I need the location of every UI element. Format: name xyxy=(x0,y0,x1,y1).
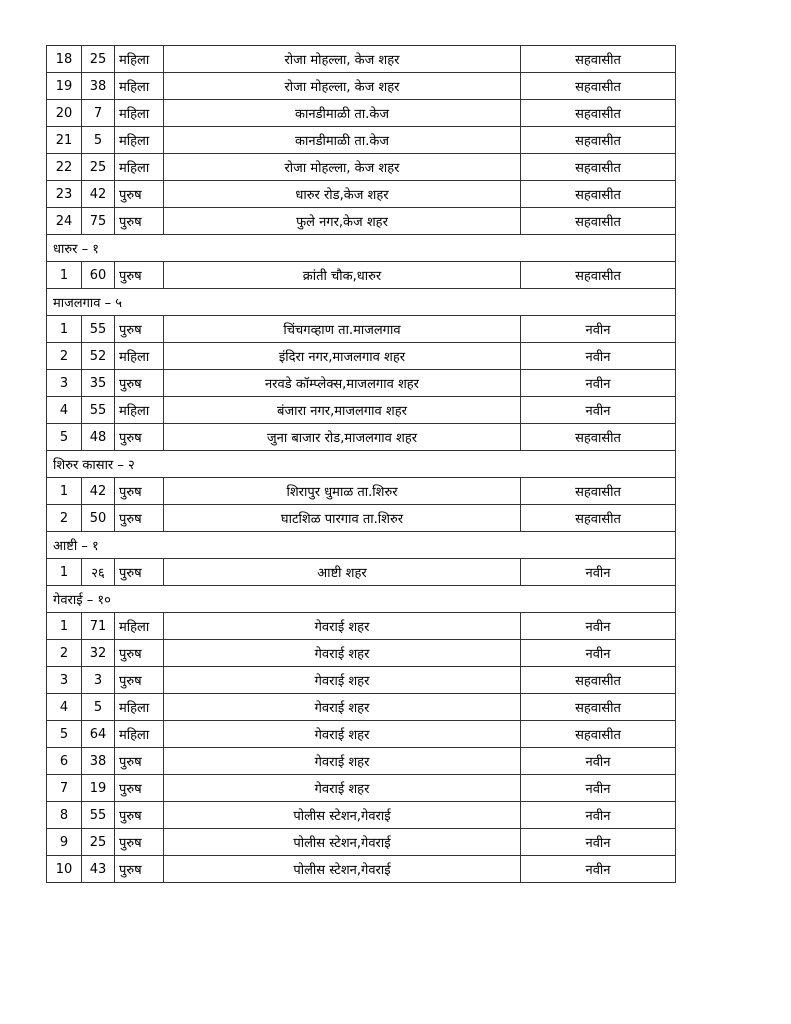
section-heading-row xyxy=(47,586,676,613)
status-cell: सहवासीत xyxy=(521,478,676,505)
table-row xyxy=(47,829,676,856)
status-cell: सहवासीत xyxy=(521,73,676,100)
serial-number-cell: 22 xyxy=(47,154,82,181)
age-cell: 60 xyxy=(82,262,115,289)
gender-cell: महिला xyxy=(115,127,164,154)
serial-number-cell: 18 xyxy=(47,46,82,73)
table-row xyxy=(47,856,676,883)
address-cell: गेवराई शहर xyxy=(164,775,521,802)
address-cell: चिंचगव्हाण ता.माजलगाव xyxy=(164,316,521,343)
address-cell: रोजा मोहल्ला, केज शहर xyxy=(164,154,521,181)
status-cell: सहवासीत xyxy=(521,181,676,208)
serial-number-cell: 23 xyxy=(47,181,82,208)
gender-cell: महिला xyxy=(115,100,164,127)
table-row xyxy=(47,262,676,289)
status-cell: नवीन xyxy=(521,559,676,586)
address-cell: जुना बाजार रोड,माजलगाव शहर xyxy=(164,424,521,451)
table-row xyxy=(47,343,676,370)
address-cell: शिरापुर धुमाळ ता.शिरुर xyxy=(164,478,521,505)
section-heading: माजलगाव – ५ xyxy=(47,289,676,316)
age-cell: 64 xyxy=(82,721,115,748)
serial-number-cell: 7 xyxy=(47,775,82,802)
age-cell: 5 xyxy=(82,694,115,721)
table-row xyxy=(47,478,676,505)
patient-table xyxy=(46,45,676,883)
table-row xyxy=(47,73,676,100)
address-cell: बंजारा नगर,माजलगाव शहर xyxy=(164,397,521,424)
address-cell: धारुर रोड,केज शहर xyxy=(164,181,521,208)
address-cell: कानडीमाळी ता.केज xyxy=(164,100,521,127)
section-heading: शिरुर कासार – २ xyxy=(47,451,676,478)
serial-number-cell: 2 xyxy=(47,640,82,667)
serial-number-cell: 19 xyxy=(47,73,82,100)
serial-number-cell: 1 xyxy=(47,559,82,586)
section-heading-row xyxy=(47,289,676,316)
age-cell: 52 xyxy=(82,343,115,370)
address-cell: आष्टी शहर xyxy=(164,559,521,586)
serial-number-cell: 8 xyxy=(47,802,82,829)
gender-cell: महिला xyxy=(115,154,164,181)
status-cell: सहवासीत xyxy=(521,100,676,127)
age-cell: 42 xyxy=(82,181,115,208)
table-row xyxy=(47,640,676,667)
serial-number-cell: 5 xyxy=(47,424,82,451)
table-row xyxy=(47,100,676,127)
gender-cell: पुरुष xyxy=(115,856,164,883)
serial-number-cell: 6 xyxy=(47,748,82,775)
address-cell: गेवराई शहर xyxy=(164,640,521,667)
status-cell: सहवासीत xyxy=(521,424,676,451)
table-row xyxy=(47,667,676,694)
status-cell: नवीन xyxy=(521,802,676,829)
gender-cell: पुरुष xyxy=(115,424,164,451)
gender-cell: महिला xyxy=(115,397,164,424)
table-row xyxy=(47,181,676,208)
age-cell: 55 xyxy=(82,802,115,829)
address-cell: पोलीस स्टेशन,गेवराई xyxy=(164,856,521,883)
gender-cell: पुरुष xyxy=(115,208,164,235)
age-cell: 38 xyxy=(82,73,115,100)
address-cell: इंदिरा नगर,माजलगाव शहर xyxy=(164,343,521,370)
status-cell: सहवासीत xyxy=(521,721,676,748)
age-cell: 55 xyxy=(82,316,115,343)
serial-number-cell: 1 xyxy=(47,262,82,289)
status-cell: सहवासीत xyxy=(521,127,676,154)
gender-cell: पुरुष xyxy=(115,181,164,208)
age-cell: 7 xyxy=(82,100,115,127)
age-cell: 25 xyxy=(82,46,115,73)
status-cell: सहवासीत xyxy=(521,154,676,181)
table-row xyxy=(47,559,676,586)
status-cell: नवीन xyxy=(521,370,676,397)
address-cell: फुले नगर,केज शहर xyxy=(164,208,521,235)
age-cell: 48 xyxy=(82,424,115,451)
address-cell: पोलीस स्टेशन,गेवराई xyxy=(164,802,521,829)
table-row xyxy=(47,397,676,424)
gender-cell: महिला xyxy=(115,721,164,748)
gender-cell: पुरुष xyxy=(115,478,164,505)
age-cell: २६ xyxy=(82,559,115,586)
age-cell: 5 xyxy=(82,127,115,154)
address-cell: घाटशिळ पारगाव ता.शिरुर xyxy=(164,505,521,532)
table-row xyxy=(47,370,676,397)
gender-cell: पुरुष xyxy=(115,316,164,343)
table-row xyxy=(47,748,676,775)
status-cell: नवीन xyxy=(521,397,676,424)
section-heading: गेवराई – १० xyxy=(47,586,676,613)
status-cell: सहवासीत xyxy=(521,262,676,289)
status-cell: सहवासीत xyxy=(521,667,676,694)
table-row xyxy=(47,208,676,235)
address-cell: रोजा मोहल्ला, केज शहर xyxy=(164,73,521,100)
gender-cell: पुरुष xyxy=(115,667,164,694)
age-cell: 42 xyxy=(82,478,115,505)
gender-cell: महिला xyxy=(115,46,164,73)
section-heading: आष्टी – १ xyxy=(47,532,676,559)
age-cell: 50 xyxy=(82,505,115,532)
gender-cell: पुरुष xyxy=(115,559,164,586)
table-row xyxy=(47,316,676,343)
status-cell: सहवासीत xyxy=(521,505,676,532)
section-heading-row xyxy=(47,235,676,262)
status-cell: नवीन xyxy=(521,748,676,775)
address-cell: कानडीमाळी ता.केज xyxy=(164,127,521,154)
address-cell: क्रांती चौक,धारुर xyxy=(164,262,521,289)
table-row xyxy=(47,694,676,721)
address-cell: रोजा मोहल्ला, केज शहर xyxy=(164,46,521,73)
age-cell: 25 xyxy=(82,829,115,856)
gender-cell: पुरुष xyxy=(115,802,164,829)
status-cell: नवीन xyxy=(521,775,676,802)
serial-number-cell: 2 xyxy=(47,343,82,370)
age-cell: 19 xyxy=(82,775,115,802)
gender-cell: पुरुष xyxy=(115,775,164,802)
address-cell: गेवराई शहर xyxy=(164,613,521,640)
gender-cell: पुरुष xyxy=(115,829,164,856)
status-cell: नवीन xyxy=(521,829,676,856)
serial-number-cell: 2 xyxy=(47,505,82,532)
address-cell: गेवराई शहर xyxy=(164,721,521,748)
serial-number-cell: 3 xyxy=(47,667,82,694)
table-row xyxy=(47,505,676,532)
gender-cell: पुरुष xyxy=(115,370,164,397)
age-cell: 25 xyxy=(82,154,115,181)
serial-number-cell: 1 xyxy=(47,478,82,505)
status-cell: नवीन xyxy=(521,343,676,370)
age-cell: 43 xyxy=(82,856,115,883)
age-cell: 32 xyxy=(82,640,115,667)
age-cell: 35 xyxy=(82,370,115,397)
gender-cell: पुरुष xyxy=(115,640,164,667)
table-row xyxy=(47,721,676,748)
table-row xyxy=(47,775,676,802)
age-cell: 75 xyxy=(82,208,115,235)
address-cell: नरवडे कॉम्प्लेक्स,माजलगाव शहर xyxy=(164,370,521,397)
address-cell: गेवराई शहर xyxy=(164,694,521,721)
serial-number-cell: 20 xyxy=(47,100,82,127)
status-cell: नवीन xyxy=(521,856,676,883)
gender-cell: पुरुष xyxy=(115,505,164,532)
section-heading-row xyxy=(47,532,676,559)
serial-number-cell: 9 xyxy=(47,829,82,856)
serial-number-cell: 10 xyxy=(47,856,82,883)
address-cell: गेवराई शहर xyxy=(164,667,521,694)
serial-number-cell: 21 xyxy=(47,127,82,154)
serial-number-cell: 4 xyxy=(47,694,82,721)
age-cell: 38 xyxy=(82,748,115,775)
age-cell: 71 xyxy=(82,613,115,640)
age-cell: 55 xyxy=(82,397,115,424)
serial-number-cell: 5 xyxy=(47,721,82,748)
serial-number-cell: 1 xyxy=(47,613,82,640)
status-cell: नवीन xyxy=(521,640,676,667)
serial-number-cell: 24 xyxy=(47,208,82,235)
serial-number-cell: 1 xyxy=(47,316,82,343)
table-row xyxy=(47,802,676,829)
section-heading: धारुर – १ xyxy=(47,235,676,262)
status-cell: नवीन xyxy=(521,613,676,640)
table-row xyxy=(47,46,676,73)
address-cell: गेवराई शहर xyxy=(164,748,521,775)
table-row xyxy=(47,424,676,451)
age-cell: 3 xyxy=(82,667,115,694)
table-body xyxy=(47,46,676,883)
table-row xyxy=(47,613,676,640)
section-heading-row xyxy=(47,451,676,478)
gender-cell: महिला xyxy=(115,613,164,640)
status-cell: सहवासीत xyxy=(521,694,676,721)
status-cell: नवीन xyxy=(521,316,676,343)
gender-cell: महिला xyxy=(115,694,164,721)
gender-cell: महिला xyxy=(115,73,164,100)
status-cell: सहवासीत xyxy=(521,46,676,73)
gender-cell: पुरुष xyxy=(115,262,164,289)
serial-number-cell: 3 xyxy=(47,370,82,397)
status-cell: सहवासीत xyxy=(521,208,676,235)
gender-cell: महिला xyxy=(115,343,164,370)
address-cell: पोलीस स्टेशन,गेवराई xyxy=(164,829,521,856)
table-row xyxy=(47,127,676,154)
gender-cell: पुरुष xyxy=(115,748,164,775)
table-row xyxy=(47,154,676,181)
serial-number-cell: 4 xyxy=(47,397,82,424)
